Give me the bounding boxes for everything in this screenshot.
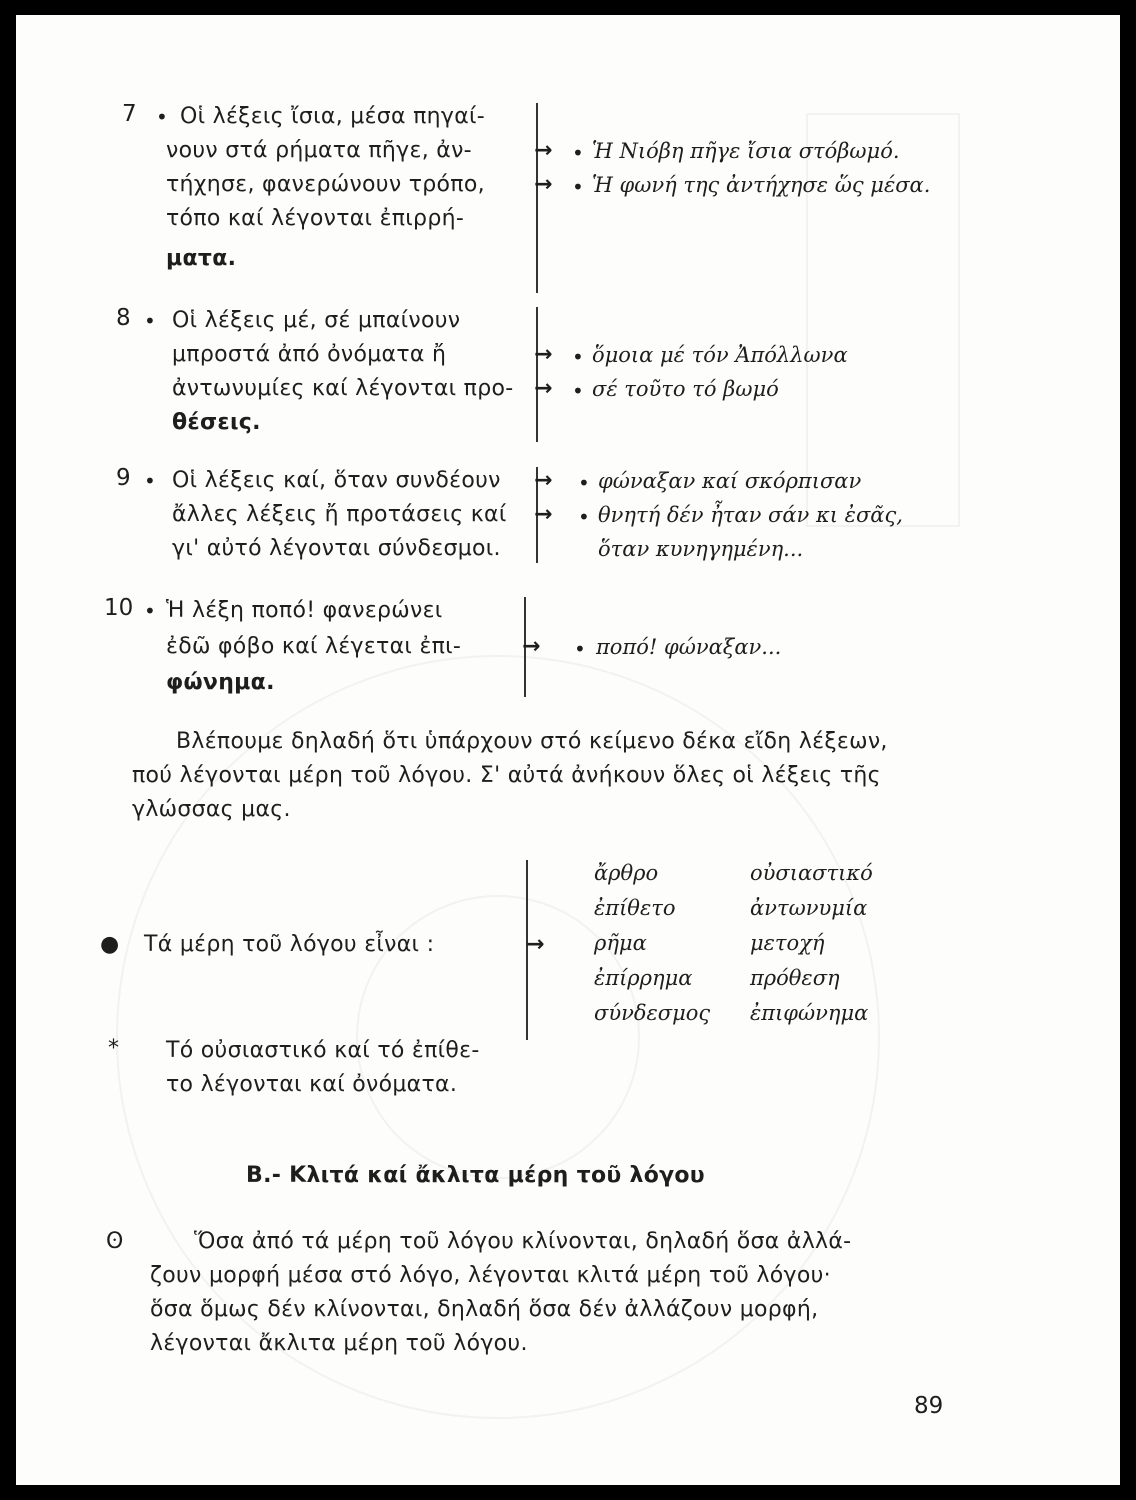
arrow-icon: →: [534, 468, 553, 493]
item-text-line: ἀντωνυμίες καί λέγονται προ-: [172, 376, 514, 401]
item-text-line: ματα.: [166, 246, 237, 271]
rule-line: λέγονται ἄκλιτα μέρη τοῦ λόγου.: [150, 1331, 528, 1356]
example-line: σέ τοῦτο τό βωμό: [592, 377, 779, 401]
part-of-speech: μετοχή: [750, 931, 825, 955]
arrow-icon: →: [534, 172, 553, 197]
summary-line: Βλέπουμε δηλαδή ὅτι ὑπάρχουν στό κείμενο δέκα εἴδη λέξεων,: [176, 729, 888, 754]
arrow-icon: →: [534, 138, 553, 163]
item-text-line: γι' αὐτό λέγονται σύνδεσμοι.: [172, 536, 501, 561]
bullet-dot: •: [574, 637, 586, 661]
note-line: το λέγονται καί ὀνόματα.: [166, 1072, 458, 1097]
part-of-speech: οὐσιαστικό: [750, 861, 873, 885]
part-of-speech: ρῆμα: [594, 931, 647, 955]
example-line: ποπό! φώναξαν...: [596, 635, 782, 659]
item-number: 9: [116, 465, 131, 491]
part-of-speech: ἐπιφώνημα: [750, 1001, 869, 1025]
part-of-speech: ἐπίθετο: [594, 896, 676, 920]
rule-line: ζουν μορφή μέσα στό λόγο, λέγονται κλιτά μέρη τοῦ λόγου·: [150, 1263, 831, 1288]
item-number: 7: [122, 101, 137, 127]
example-line: θνητή δέν ἦταν σάν κι ἐσᾶς,: [598, 503, 903, 527]
parts-label: Τά μέρη τοῦ λόγου εἶναι :: [144, 932, 435, 957]
arrow-icon: →: [534, 376, 553, 401]
item-text-line: μπροστά ἀπό ὀνόματα ἤ: [172, 342, 447, 367]
rule-line: Ὅσα ἀπό τά μέρη τοῦ λόγου κλίνονται, δηλαδή ὅσα ἀλλά-: [194, 1229, 852, 1254]
item-text-line: ἄλλες λέξεις ἤ προτάσεις καί: [172, 502, 507, 527]
bullet-dot: •: [572, 175, 584, 199]
example-line: ὅταν κυνηγημένη...: [598, 537, 804, 561]
asterisk-icon: *: [108, 1036, 120, 1061]
part-of-speech: πρόθεση: [750, 966, 840, 990]
example-line: φώναξαν καί σκόρπισαν: [598, 469, 862, 493]
item-number: 8: [116, 305, 131, 331]
book-page: [16, 15, 1120, 1485]
part-of-speech: ἄρθρο: [594, 861, 659, 885]
bullet-dot: •: [144, 309, 156, 333]
summary-line: γλώσσας μας.: [132, 797, 291, 822]
page-number: 89: [914, 1393, 944, 1419]
bullet-dot: •: [578, 505, 590, 529]
summary-line: πού λέγονται μέρη τοῦ λόγου. Σ' αὐτά ἀνήκουν ὅλες οἱ λέξεις τῆς: [132, 763, 881, 788]
item-text-line: Οἱ λέξεις ἴσια, μέσα πηγαί-: [180, 104, 486, 129]
item-text-line: ἐδῶ φόβο καί λέγεται ἐπι-: [166, 634, 462, 659]
item-text-line: Οἱ λέξεις καί, ὅταν συνδέουν: [172, 468, 501, 493]
item-text-line: θέσεις.: [172, 410, 261, 435]
example-line: Ἡ φωνή της ἀντήχησε ὥς μέσα.: [592, 173, 931, 197]
bullet-dot: •: [572, 141, 584, 165]
arrow-icon: →: [522, 634, 541, 659]
item-text-line: τόπο καί λέγονται ἐπιρρή-: [166, 206, 465, 231]
rule-line: ὅσα ὅμως δέν κλίνονται, δηλαδή ὅσα δέν ἀλλάζουν μορφή,: [150, 1297, 819, 1322]
arrow-icon: →: [534, 342, 553, 367]
bullet-dot: •: [572, 345, 584, 369]
bullet-dot: •: [578, 471, 590, 495]
part-of-speech: σύνδεσμος: [594, 1001, 711, 1025]
bullet-dot: •: [144, 599, 156, 623]
item-number: 10: [104, 595, 134, 621]
example-line: Ἡ Νιόβη πῆγε ἴσια στόβωμό.: [592, 139, 900, 163]
part-of-speech: ἐπίρρημα: [594, 966, 693, 990]
item-text-line: τήχησε, φανερώνουν τρόπο,: [166, 172, 485, 197]
bullet-icon: ●: [100, 932, 120, 957]
bullet-dot: •: [572, 379, 584, 403]
item-text-line: φώνημα.: [166, 670, 275, 695]
item-text-line: Οἱ λέξεις μέ, σέ μπαίνουν: [172, 308, 461, 333]
arrow-icon: →: [534, 502, 553, 527]
theta-icon: ʘ: [106, 1229, 124, 1254]
item-text-line: νουν στά ρήματα πῆγε, ἀν-: [166, 138, 472, 163]
note-line: Τό οὐσιαστικό καί τό ἐπίθε-: [166, 1038, 480, 1063]
bullet-dot: •: [144, 469, 156, 493]
bullet-dot: •: [156, 105, 168, 129]
item-text-line: Ἡ λέξη ποπό! φανερώνει: [166, 598, 443, 623]
section-title: Β.- Κλιτά καί ἄκλιτα μέρη τοῦ λόγου: [246, 1163, 705, 1188]
part-of-speech: ἀντωνυμία: [750, 896, 868, 920]
example-line: ὅμοια μέ τόν Ἀπόλλωνα: [592, 343, 848, 367]
arrow-icon: →: [526, 932, 545, 957]
